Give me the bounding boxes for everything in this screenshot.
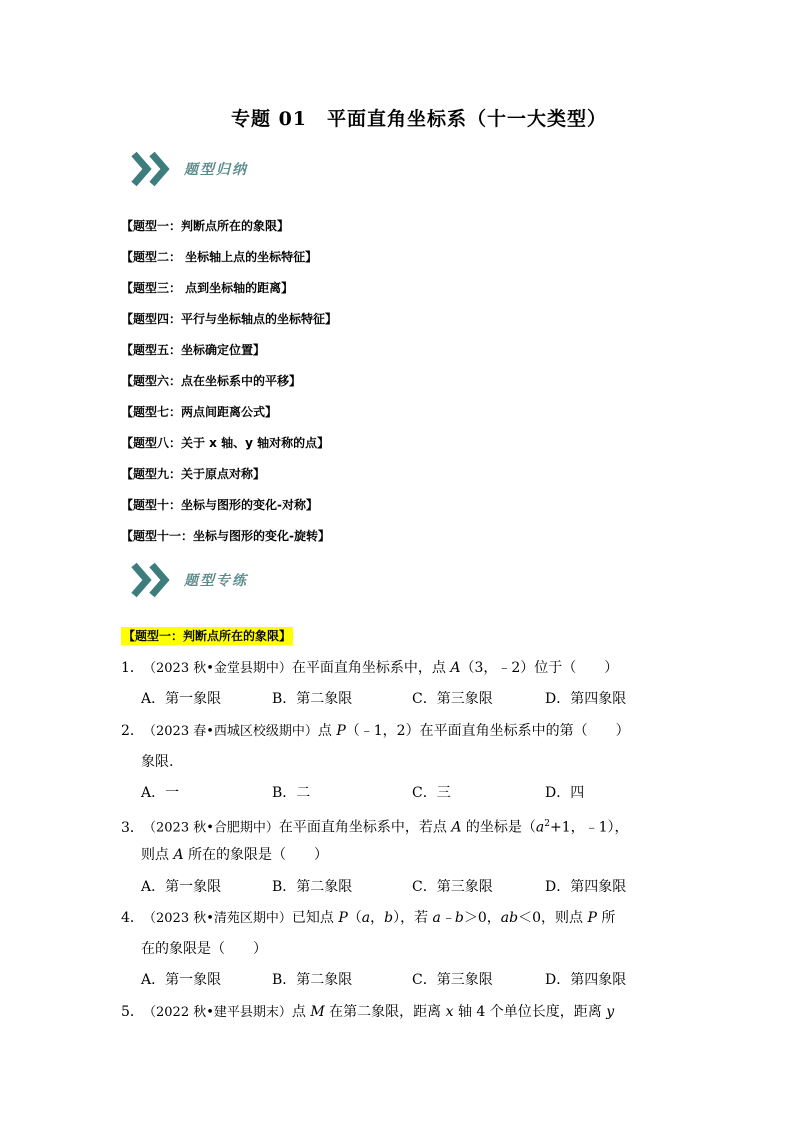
math-variable: y xyxy=(606,1004,615,1020)
question-1 xyxy=(121,658,618,679)
list-item: 【题型六：点在坐标系中的平移】 xyxy=(121,374,302,388)
option-c: C．第三象限 xyxy=(412,691,493,707)
question-text: （﹣1，2）在平面直角坐标系中的第（ ） xyxy=(345,723,630,739)
math-expression: ab xyxy=(500,910,519,926)
question-text: ），若 xyxy=(393,910,433,926)
math-variable: P xyxy=(336,723,346,739)
option-a: A．一 xyxy=(141,785,180,801)
highlighted-heading: 【题型一：判断点所在的象限】 xyxy=(123,629,292,643)
page-title: 专题 01 平面直角坐标系（十一大类型） xyxy=(230,108,608,130)
question-3-continuation xyxy=(141,845,328,865)
question-text: 的坐标是（ xyxy=(461,819,536,836)
question-source: （2022 秋•建平县期末） xyxy=(143,1005,292,1020)
question-text: 在平面直角坐标系中，若点 xyxy=(278,819,452,836)
question-text: 在平面直角坐标系中，点 xyxy=(291,660,451,676)
section-header-practice xyxy=(130,562,248,598)
option-a: A．第一象限 xyxy=(141,691,222,707)
option-d: D．第四象限 xyxy=(545,972,627,988)
question-text: （ xyxy=(347,910,362,926)
question-number: 3． xyxy=(121,819,144,836)
superscript: 2 xyxy=(544,819,551,829)
option-b: B．二 xyxy=(272,785,311,801)
option-b: B．第二象限 xyxy=(272,691,353,707)
question-text: ， xyxy=(370,910,385,926)
list-item: 【题型五：坐标确定位置】 xyxy=(121,343,266,357)
question-text: 所在的象限是（ ） xyxy=(183,847,329,863)
question-number: 2． xyxy=(121,723,144,739)
question-text: 已知点 xyxy=(291,910,339,926)
question-source: （2023 春•西城区校级期中） xyxy=(143,724,318,739)
option-c: C．第三象限 xyxy=(412,972,493,988)
math-variable: P xyxy=(587,910,597,926)
section-label-summary: 题型归纳 xyxy=(184,162,248,178)
question-source: （2023 秋•金堂县期中） xyxy=(143,661,292,676)
question-number: 4． xyxy=(121,910,144,926)
list-item: 【题型八：关于 x 轴、y 轴对称的点】 xyxy=(121,436,330,450)
option-c: C．第三象限 xyxy=(412,879,493,895)
question-text: +1，﹣1）， xyxy=(550,819,629,836)
question-text: （3，﹣2）位于（ ） xyxy=(460,660,619,676)
list-item: 【题型四：平行与坐标轴点的坐标特征】 xyxy=(121,312,338,326)
question-text: ＜0，则点 xyxy=(518,910,588,926)
question-number: 5． xyxy=(121,1004,144,1020)
math-variable: A xyxy=(451,819,462,836)
math-variable: P xyxy=(338,910,348,926)
option-d: D．第四象限 xyxy=(545,879,627,895)
math-variable: M xyxy=(310,1004,325,1020)
question-source: （2023 秋•清苑区期中） xyxy=(143,911,292,926)
list-item: 【题型十：坐标与图形的变化-对称】 xyxy=(121,498,318,512)
option-d: D．第四象限 xyxy=(545,691,627,707)
double-chevron-icon xyxy=(130,562,174,598)
option-b: B．第二象限 xyxy=(272,972,353,988)
option-c: C．三 xyxy=(412,785,451,801)
math-variable: b xyxy=(384,910,394,926)
option-d: D．四 xyxy=(545,785,585,801)
question-text: 在第二象限，距离 xyxy=(324,1004,446,1020)
question-number: 1． xyxy=(121,660,144,676)
question-5 xyxy=(121,1002,614,1023)
option-a: A．第一象限 xyxy=(141,879,222,895)
math-variable: a xyxy=(361,910,371,926)
question-text: 所 xyxy=(596,910,616,926)
list-item: 【题型九：关于原点对称】 xyxy=(121,467,266,481)
question-source: （2023 秋•合肥期中） xyxy=(143,820,279,836)
list-item: 【题型三： 点到坐标轴的距离】 xyxy=(121,281,294,295)
question-text: 点 xyxy=(317,723,337,739)
question-2 xyxy=(121,721,630,742)
section-header-summary xyxy=(130,151,248,187)
list-item: 【题型一：判断点所在的象限】 xyxy=(121,219,290,233)
math-variable: A xyxy=(450,660,461,676)
list-item: 【题型七：两点间距离公式】 xyxy=(121,405,278,419)
question-text: 点 xyxy=(291,1004,311,1020)
math-variable: A xyxy=(173,847,184,863)
question-3 xyxy=(121,814,629,839)
question-text: ＞0， xyxy=(463,910,501,926)
list-item: 【题型十一：坐标与图形的变化-旋转】 xyxy=(121,529,330,543)
question-2-continuation: 象限. xyxy=(141,754,174,770)
double-chevron-icon xyxy=(130,151,174,187)
math-variable: x xyxy=(445,1004,454,1020)
option-a: A．第一象限 xyxy=(141,972,222,988)
type-list xyxy=(121,216,337,557)
question-4 xyxy=(121,908,615,929)
option-b: B．第二象限 xyxy=(272,879,353,895)
question-text: 则点 xyxy=(141,847,174,863)
math-expression: a﹣b xyxy=(432,910,464,926)
list-item: 【题型二： 坐标轴上点的坐标特征】 xyxy=(121,250,318,264)
question-text: 轴 4 个单位长度，距离 xyxy=(453,1004,607,1020)
section-label-practice: 题型专练 xyxy=(184,573,248,589)
question-4-continuation: 在的象限是（ ） xyxy=(141,941,267,957)
math-variable: a xyxy=(535,819,545,836)
